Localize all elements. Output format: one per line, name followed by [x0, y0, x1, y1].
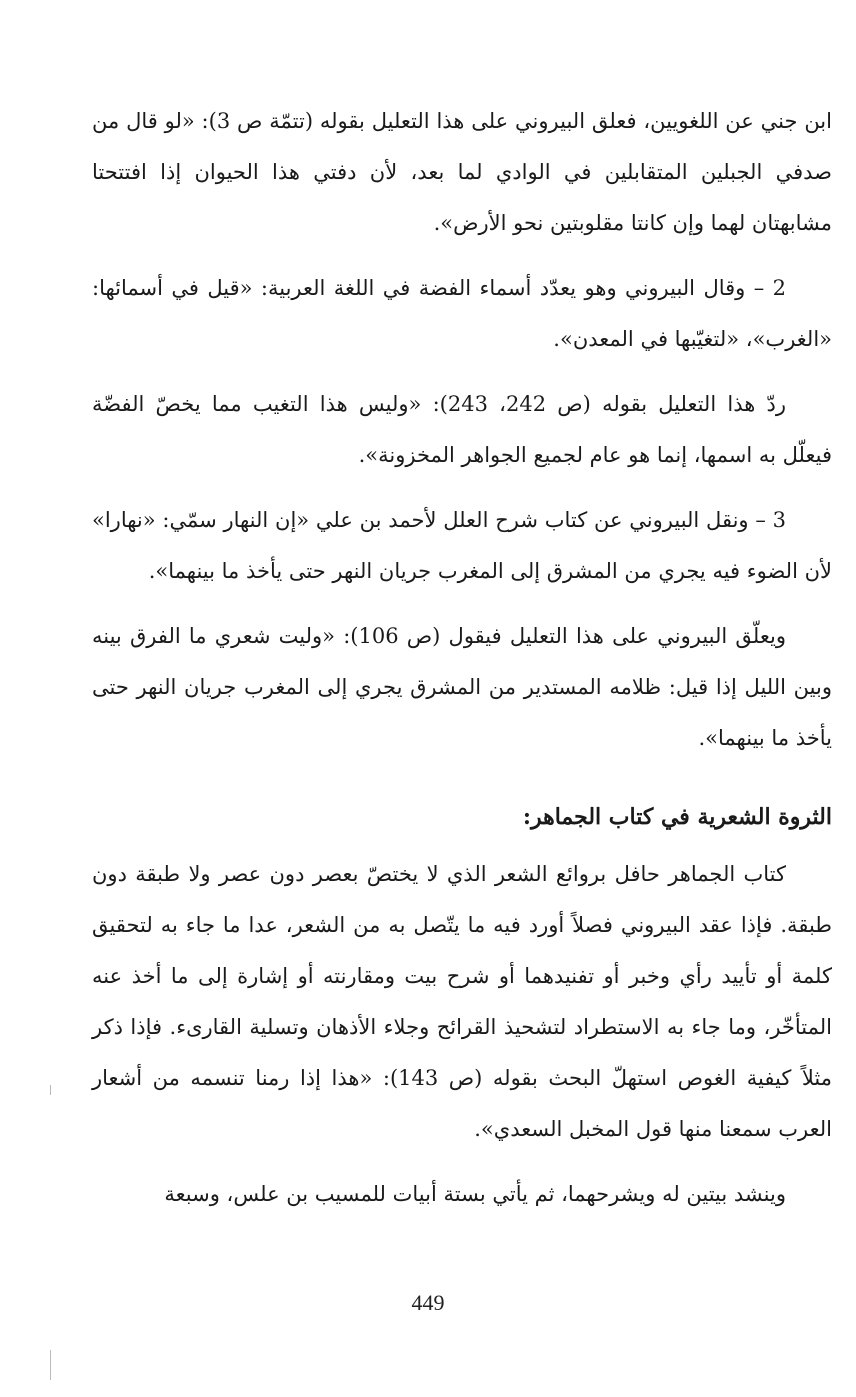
paragraph-5: ويعلّق البيروني على هذا التعليل فيقول (ص 106): «وليت شعري ما الفرق بينه وبين الليل إذا قيل: ظلامه المستدير من المشرق يجري إلى المغرب جريان النهر حتى يأخذ ما بينهما».	[92, 624, 832, 750]
paragraph-2: 2 – وقال البيروني وهو يعدّد أسماء الفضة في اللغة العربية: «قيل في أسمائها: «الغرب»، «لتغيّبها في المعدن».	[92, 276, 832, 351]
paragraph-4: 3 – ونقل البيروني عن كتاب شرح العلل لأحمد بن علي «إن النهار سمّي: «نهارا» لأن الضوء فيه يجري من المشرق إلى المغرب جريان النهر حتى يأخذ ما بينهما».	[92, 508, 832, 583]
paragraph-1: ابن جني عن اللغويين، فعلق البيروني على هذا التعليل بقوله (تتمّة ص 3): «لو قال من صدفي الجبلين المتقابلين في الوادي لما بعد، لأن دفتي هذا الحيوان إذا افتتحتا مشابهتان لهما وإن كانتا مقلوبتين نحو الأرض».	[92, 109, 832, 235]
page-body	[92, 96, 832, 1234]
margin-speck	[50, 1350, 51, 1380]
section-paragraph-1: كتاب الجماهر حافل بروائع الشعر الذي لا يختصّ بعصر دون عصر ولا طبقة دون طبقة. فإذا عقد البيروني فصلاً أورد فيه ما يتّصل به من الشعر، عدا ما جاء به لتحقيق كلمة أو تأييد رأي وخبر أو تفنيدهما أو شرح بيت ومقارنته أو إشارة إلى ما أخذ عنه المتأخّر، وما جاء به الاستطراد لتشحيذ القرائح وجلاء الأذهان وتسلية القارىء. فإذا ذكر مثلاً كيفية الغوص استهلّ البحث بقوله (ص 143): «هذا إذا رمنا تنسمه من أشعار العرب سمعنا منها قول المخبل السعدي».	[92, 862, 832, 1141]
margin-speck	[50, 1085, 51, 1095]
page-number: 449	[411, 1290, 445, 1315]
paragraph-3: ردّ هذا التعليل بقوله (ص 242، 243): «وليس هذا التغيب مما يخصّ الفضّة فيعلّل به اسمها، إنما هو عام لجميع الجواهر المخزونة».	[92, 392, 832, 467]
section-heading: الثروة الشعرية في كتاب الجماهر:	[522, 804, 832, 830]
section-paragraph-2: وينشد بيتين له ويشرحهما، ثم يأتي بستة أبيات للمسيب بن علس، وسبعة	[164, 1182, 786, 1206]
